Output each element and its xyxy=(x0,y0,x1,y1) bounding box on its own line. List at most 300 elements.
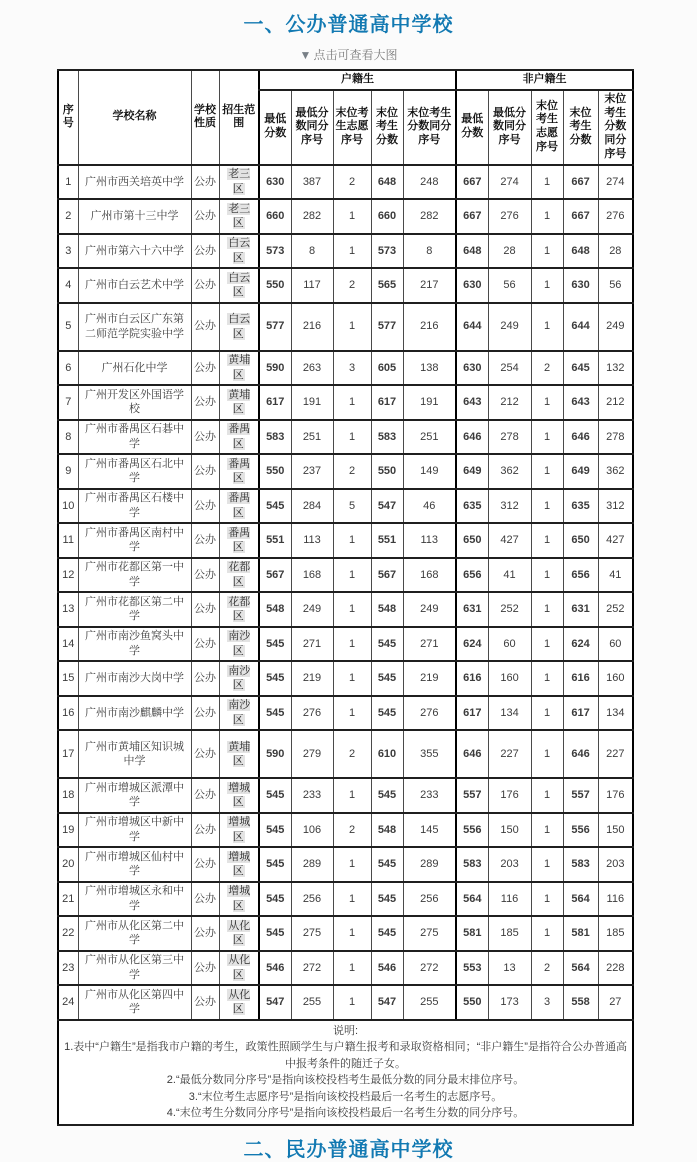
cell-res-min-tie-no: 113 xyxy=(291,523,333,558)
cell-no: 2 xyxy=(58,199,78,234)
cell-res-min-tie-no: 271 xyxy=(291,627,333,662)
cell-school-name: 广州市白云区广东第二师范学院实验中学 xyxy=(78,303,191,351)
cell-enroll-scope xyxy=(219,627,259,662)
cell-res-min-score: 550 xyxy=(259,454,291,489)
cell-res-last-tie-no: 216 xyxy=(403,303,456,351)
cell-enroll-scope xyxy=(219,351,259,386)
cell-non-last-pref-no: 1 xyxy=(531,696,563,731)
cell-school-name: 广州市花都区第一中学 xyxy=(78,558,191,593)
cell-res-last-tie-no: 355 xyxy=(403,730,456,778)
header-school-name: 学校名称 xyxy=(78,70,191,165)
view-large-label: 点击可查看大图 xyxy=(313,48,398,62)
cell-res-last-tie-no: 219 xyxy=(403,661,456,696)
cell-non-last-pref-no: 1 xyxy=(531,199,563,234)
cell-res-last-tie-no: 191 xyxy=(403,385,456,420)
cell-non-last-score: 564 xyxy=(563,882,598,917)
cell-non-last-tie-no: 274 xyxy=(598,165,633,200)
cell-school-name: 广州市南沙大岗中学 xyxy=(78,661,191,696)
cell-res-last-tie-no: 113 xyxy=(403,523,456,558)
cell-non-last-pref-no: 1 xyxy=(531,454,563,489)
cell-no: 23 xyxy=(58,951,78,986)
table-row xyxy=(58,696,633,731)
cell-res-last-pref-no: 1 xyxy=(333,661,371,696)
cell-res-last-tie-no: 248 xyxy=(403,165,456,200)
cell-res-min-tie-no: 233 xyxy=(291,778,333,813)
cell-non-last-score: 564 xyxy=(563,951,598,986)
cell-res-last-score: 617 xyxy=(371,385,403,420)
cell-non-last-pref-no: 1 xyxy=(531,627,563,662)
cell-non-min-tie-no: 134 xyxy=(488,696,531,731)
header-non-min-tie-no: 最低分数同分序号 xyxy=(488,90,531,165)
header-non-last-pref-no: 末位考生志愿序号 xyxy=(531,90,563,165)
cell-non-min-score: 556 xyxy=(456,813,488,848)
cell-no: 12 xyxy=(58,558,78,593)
cell-non-last-tie-no: 362 xyxy=(598,454,633,489)
cell-school-name: 广州市番禺区石北中学 xyxy=(78,454,191,489)
cell-non-last-tie-no: 203 xyxy=(598,847,633,882)
scope-highlight: 番禺区 xyxy=(228,457,251,485)
cell-res-last-tie-no: 168 xyxy=(403,558,456,593)
cell-non-min-score: 649 xyxy=(456,454,488,489)
triangle-down-icon: ▼ xyxy=(299,48,312,62)
cell-non-min-tie-no: 185 xyxy=(488,916,531,951)
cell-res-min-score: 550 xyxy=(259,268,291,303)
cell-res-last-tie-no: 8 xyxy=(403,234,456,269)
cell-non-min-tie-no: 212 xyxy=(488,385,531,420)
cell-non-min-tie-no: 56 xyxy=(488,268,531,303)
cell-school-name: 广州市增城区永和中学 xyxy=(78,882,191,917)
cell-non-min-tie-no: 427 xyxy=(488,523,531,558)
cell-res-last-score: 545 xyxy=(371,778,403,813)
cell-res-last-score: 548 xyxy=(371,813,403,848)
cell-school-type: 公办 xyxy=(191,385,219,420)
note-line: 2.“最低分数同分序号”是指向该校投档考生最低分数的同分最末排位序号。 xyxy=(166,1074,525,1086)
cell-school-type: 公办 xyxy=(191,916,219,951)
cell-res-min-score: 545 xyxy=(259,778,291,813)
cell-non-min-score: 650 xyxy=(456,523,488,558)
cell-res-min-tie-no: 168 xyxy=(291,558,333,593)
table-row xyxy=(58,813,633,848)
header-res-min-score: 最低分数 xyxy=(259,90,291,165)
view-large-link[interactable] xyxy=(0,46,697,63)
cell-res-min-tie-no: 275 xyxy=(291,916,333,951)
cell-no: 4 xyxy=(58,268,78,303)
cell-res-min-tie-no: 106 xyxy=(291,813,333,848)
cell-non-last-score: 630 xyxy=(563,268,598,303)
cell-res-last-score: 547 xyxy=(371,489,403,524)
cell-res-last-tie-no: 249 xyxy=(403,592,456,627)
cell-school-name: 广州开发区外国语学校 xyxy=(78,385,191,420)
page-title: 一、公办普通高中学校 xyxy=(243,14,454,36)
cell-enroll-scope xyxy=(219,951,259,986)
cell-res-last-pref-no: 3 xyxy=(333,351,371,386)
cell-res-last-tie-no: 138 xyxy=(403,351,456,386)
scope-highlight: 南沙区 xyxy=(228,630,251,657)
cell-enroll-scope xyxy=(219,592,259,627)
cell-non-last-pref-no: 1 xyxy=(531,234,563,269)
header-non-min-score: 最低分数 xyxy=(456,90,488,165)
cell-non-last-pref-no: 1 xyxy=(531,882,563,917)
cell-non-last-score: 667 xyxy=(563,165,598,200)
table-row xyxy=(58,558,633,593)
cell-res-min-tie-no: 191 xyxy=(291,385,333,420)
table-row xyxy=(58,985,633,1020)
header-res-min-tie-no: 最低分数同分序号 xyxy=(291,90,333,165)
cell-non-last-tie-no: 56 xyxy=(598,268,633,303)
cell-school-name: 广州市白云艺术中学 xyxy=(78,268,191,303)
cell-enroll-scope xyxy=(219,303,259,351)
scope-highlight: 黄埔区 xyxy=(228,388,251,416)
cell-school-type: 公办 xyxy=(191,351,219,386)
cell-non-min-tie-no: 252 xyxy=(488,592,531,627)
scope-highlight: 从化区 xyxy=(228,919,251,947)
cell-non-last-pref-no: 1 xyxy=(531,165,563,200)
cell-non-last-tie-no: 176 xyxy=(598,778,633,813)
scope-highlight: 增城区 xyxy=(228,885,251,912)
cell-non-last-tie-no: 276 xyxy=(598,199,633,234)
scope-highlight: 黄埔区 xyxy=(228,740,251,767)
cell-enroll-scope xyxy=(219,234,259,269)
cell-res-last-pref-no: 2 xyxy=(333,165,371,200)
scope-highlight: 南沙区 xyxy=(228,699,251,726)
cell-enroll-scope xyxy=(219,165,259,200)
cell-school-type: 公办 xyxy=(191,627,219,662)
table-row xyxy=(58,165,633,200)
cell-non-min-tie-no: 276 xyxy=(488,199,531,234)
cell-res-last-pref-no: 1 xyxy=(333,696,371,731)
cell-res-last-pref-no: 1 xyxy=(333,985,371,1020)
cell-non-last-tie-no: 134 xyxy=(598,696,633,731)
cell-res-min-tie-no: 276 xyxy=(291,696,333,731)
cell-non-last-tie-no: 249 xyxy=(598,303,633,351)
header-non-last-score: 末位考生分数 xyxy=(563,90,598,165)
cell-school-type: 公办 xyxy=(191,420,219,455)
cell-no: 22 xyxy=(58,916,78,951)
cell-res-last-tie-no: 289 xyxy=(403,847,456,882)
cell-res-last-score: 545 xyxy=(371,916,403,951)
scope-highlight: 花都区 xyxy=(228,561,251,588)
cell-res-min-score: 547 xyxy=(259,985,291,1020)
cell-non-last-score: 617 xyxy=(563,696,598,731)
cell-non-min-tie-no: 150 xyxy=(488,813,531,848)
cell-res-last-score: 577 xyxy=(371,303,403,351)
cell-enroll-scope xyxy=(219,847,259,882)
cell-non-min-tie-no: 28 xyxy=(488,234,531,269)
cell-school-name: 广州市黄埔区知识城中学 xyxy=(78,730,191,778)
header-res-last-pref-no: 末位考生志愿序号 xyxy=(333,90,371,165)
cell-non-last-tie-no: 41 xyxy=(598,558,633,593)
cell-no: 16 xyxy=(58,696,78,731)
cell-non-min-score: 644 xyxy=(456,303,488,351)
cell-res-min-score: 545 xyxy=(259,696,291,731)
cell-non-min-tie-no: 254 xyxy=(488,351,531,386)
cell-res-min-tie-no: 255 xyxy=(291,985,333,1020)
cell-enroll-scope xyxy=(219,882,259,917)
scope-highlight: 老三区 xyxy=(228,202,251,230)
cell-res-last-tie-no: 256 xyxy=(403,882,456,917)
cell-res-min-tie-no: 251 xyxy=(291,420,333,455)
cell-res-last-pref-no: 2 xyxy=(333,813,371,848)
cell-non-last-pref-no: 1 xyxy=(531,489,563,524)
cell-school-name: 广州市南沙鱼窝头中学 xyxy=(78,627,191,662)
table-row xyxy=(58,351,633,386)
cell-enroll-scope xyxy=(219,730,259,778)
score-table xyxy=(57,69,634,1126)
cell-non-last-tie-no: 227 xyxy=(598,730,633,778)
cell-res-last-pref-no: 2 xyxy=(333,268,371,303)
cell-non-min-tie-no: 227 xyxy=(488,730,531,778)
cell-non-last-tie-no: 228 xyxy=(598,951,633,986)
cell-non-last-score: 667 xyxy=(563,199,598,234)
cell-no: 6 xyxy=(58,351,78,386)
table-row xyxy=(58,385,633,420)
cell-non-last-score: 656 xyxy=(563,558,598,593)
cell-non-last-pref-no: 1 xyxy=(531,558,563,593)
cell-non-last-tie-no: 278 xyxy=(598,420,633,455)
scope-highlight: 白云区 xyxy=(228,237,251,264)
cell-non-min-score: 646 xyxy=(456,420,488,455)
cell-res-last-score: 545 xyxy=(371,627,403,662)
cell-res-min-score: 573 xyxy=(259,234,291,269)
cell-non-min-tie-no: 173 xyxy=(488,985,531,1020)
cell-non-min-score: 667 xyxy=(456,199,488,234)
cell-no: 24 xyxy=(58,985,78,1020)
notes-title: 说明: xyxy=(333,1024,359,1037)
cell-res-last-pref-no: 1 xyxy=(333,847,371,882)
cell-enroll-scope xyxy=(219,199,259,234)
cell-res-last-score: 545 xyxy=(371,882,403,917)
cell-enroll-scope xyxy=(219,916,259,951)
scope-highlight: 增城区 xyxy=(228,781,251,809)
cell-res-last-score: 605 xyxy=(371,351,403,386)
cell-school-type: 公办 xyxy=(191,985,219,1020)
cell-no: 19 xyxy=(58,813,78,848)
cell-res-min-score: 548 xyxy=(259,592,291,627)
cell-res-min-score: 545 xyxy=(259,847,291,882)
cell-res-last-pref-no: 2 xyxy=(333,454,371,489)
cell-non-min-tie-no: 160 xyxy=(488,661,531,696)
cell-non-last-tie-no: 132 xyxy=(598,351,633,386)
cell-no: 14 xyxy=(58,627,78,662)
cell-res-min-tie-no: 249 xyxy=(291,592,333,627)
cell-no: 8 xyxy=(58,420,78,455)
cell-no: 17 xyxy=(58,730,78,778)
cell-school-name: 广州市增城区仙村中学 xyxy=(78,847,191,882)
cell-school-type: 公办 xyxy=(191,661,219,696)
cell-enroll-scope xyxy=(219,420,259,455)
cell-school-name: 广州市增城区中新中学 xyxy=(78,813,191,848)
cell-non-min-score: 550 xyxy=(456,985,488,1020)
cell-non-last-pref-no: 1 xyxy=(531,385,563,420)
cell-non-last-score: 556 xyxy=(563,813,598,848)
cell-non-min-score: 557 xyxy=(456,778,488,813)
cell-enroll-scope xyxy=(219,696,259,731)
cell-school-type: 公办 xyxy=(191,696,219,731)
cell-res-min-score: 577 xyxy=(259,303,291,351)
cell-school-type: 公办 xyxy=(191,199,219,234)
scope-highlight: 白云区 xyxy=(228,313,251,340)
cell-non-last-pref-no: 2 xyxy=(531,951,563,986)
header-group-nonresident: 非户籍生 xyxy=(456,70,633,90)
cell-non-min-score: 631 xyxy=(456,592,488,627)
cell-non-last-pref-no: 1 xyxy=(531,268,563,303)
cell-school-type: 公办 xyxy=(191,592,219,627)
table-row xyxy=(58,303,633,351)
cell-non-last-pref-no: 1 xyxy=(531,778,563,813)
cell-res-min-tie-no: 117 xyxy=(291,268,333,303)
cell-non-last-score: 635 xyxy=(563,489,598,524)
cell-res-min-score: 545 xyxy=(259,882,291,917)
cell-school-type: 公办 xyxy=(191,813,219,848)
cell-non-last-score: 646 xyxy=(563,420,598,455)
cell-res-last-score: 660 xyxy=(371,199,403,234)
cell-res-min-tie-no: 219 xyxy=(291,661,333,696)
cell-non-min-tie-no: 362 xyxy=(488,454,531,489)
cell-non-last-score: 581 xyxy=(563,916,598,951)
cell-res-last-score: 548 xyxy=(371,592,403,627)
cell-non-min-score: 564 xyxy=(456,882,488,917)
cell-no: 5 xyxy=(58,303,78,351)
cell-non-min-score: 630 xyxy=(456,268,488,303)
cell-res-last-pref-no: 1 xyxy=(333,234,371,269)
table-row xyxy=(58,234,633,269)
cell-non-min-score: 656 xyxy=(456,558,488,593)
cell-no: 10 xyxy=(58,489,78,524)
cell-res-min-tie-no: 256 xyxy=(291,882,333,917)
cell-res-last-pref-no: 1 xyxy=(333,420,371,455)
cell-school-name: 广州市从化区第二中学 xyxy=(78,916,191,951)
cell-res-min-score: 590 xyxy=(259,351,291,386)
cell-non-min-tie-no: 41 xyxy=(488,558,531,593)
table-row xyxy=(58,199,633,234)
cell-non-last-tie-no: 116 xyxy=(598,882,633,917)
cell-res-last-pref-no: 1 xyxy=(333,303,371,351)
cell-non-last-tie-no: 27 xyxy=(598,985,633,1020)
cell-res-last-score: 545 xyxy=(371,661,403,696)
cell-res-last-score: 545 xyxy=(371,847,403,882)
cell-school-name: 广州市番禺区石楼中学 xyxy=(78,489,191,524)
cell-school-type: 公办 xyxy=(191,882,219,917)
cell-school-name: 广州市从化区第四中学 xyxy=(78,985,191,1020)
cell-non-last-pref-no: 3 xyxy=(531,985,563,1020)
cell-school-type: 公办 xyxy=(191,778,219,813)
cell-enroll-scope xyxy=(219,558,259,593)
cell-res-last-score: 545 xyxy=(371,696,403,731)
cell-res-min-tie-no: 216 xyxy=(291,303,333,351)
cell-no: 15 xyxy=(58,661,78,696)
cell-res-min-score: 583 xyxy=(259,420,291,455)
cell-no: 20 xyxy=(58,847,78,882)
cell-res-min-score: 567 xyxy=(259,558,291,593)
cell-non-last-pref-no: 1 xyxy=(531,916,563,951)
cell-non-last-tie-no: 252 xyxy=(598,592,633,627)
cell-res-last-tie-no: 145 xyxy=(403,813,456,848)
cell-non-min-score: 583 xyxy=(456,847,488,882)
cell-non-min-score: 646 xyxy=(456,730,488,778)
cell-res-last-score: 546 xyxy=(371,951,403,986)
cell-no: 9 xyxy=(58,454,78,489)
table-row xyxy=(58,523,633,558)
cell-non-last-tie-no: 312 xyxy=(598,489,633,524)
note-line: 4.“末位考生分数同分序号”是指向该校投档最后一名考生分数的同分序号。 xyxy=(166,1107,525,1119)
cell-non-min-score: 581 xyxy=(456,916,488,951)
cell-school-name: 广州市增城区派潭中学 xyxy=(78,778,191,813)
cell-no: 18 xyxy=(58,778,78,813)
cell-non-last-pref-no: 1 xyxy=(531,813,563,848)
cell-non-last-score: 624 xyxy=(563,627,598,662)
scope-highlight: 番禺区 xyxy=(228,492,251,519)
cell-no: 21 xyxy=(58,882,78,917)
cell-school-type: 公办 xyxy=(191,523,219,558)
cell-non-min-score: 630 xyxy=(456,351,488,386)
cell-non-last-pref-no: 1 xyxy=(531,523,563,558)
cell-res-last-pref-no: 1 xyxy=(333,951,371,986)
scope-highlight: 从化区 xyxy=(228,954,251,981)
cell-non-min-tie-no: 203 xyxy=(488,847,531,882)
cell-school-type: 公办 xyxy=(191,951,219,986)
cell-res-min-tie-no: 284 xyxy=(291,489,333,524)
table-row xyxy=(58,454,633,489)
cell-school-name: 广州石化中学 xyxy=(78,351,191,386)
scope-highlight: 白云区 xyxy=(228,271,251,299)
cell-non-last-score: 616 xyxy=(563,661,598,696)
cell-res-last-pref-no: 1 xyxy=(333,627,371,662)
note-line: 1.表中“户籍生”是指我市户籍的考生，政策性照顾学生与户籍生报考和录取资格相同；“非户籍生”是指符合公办普通高中报考条件的随迁子女。 xyxy=(64,1041,627,1070)
cell-school-type: 公办 xyxy=(191,303,219,351)
table-row xyxy=(58,268,633,303)
cell-non-min-tie-no: 312 xyxy=(488,489,531,524)
cell-non-last-tie-no: 160 xyxy=(598,661,633,696)
cell-res-last-tie-no: 149 xyxy=(403,454,456,489)
cell-non-min-tie-no: 176 xyxy=(488,778,531,813)
cell-non-last-pref-no: 1 xyxy=(531,592,563,627)
cell-school-type: 公办 xyxy=(191,165,219,200)
cell-school-name: 广州市南沙麒麟中学 xyxy=(78,696,191,731)
cell-res-min-tie-no: 272 xyxy=(291,951,333,986)
scope-highlight: 从化区 xyxy=(228,988,251,1016)
cell-school-type: 公办 xyxy=(191,454,219,489)
cell-enroll-scope xyxy=(219,661,259,696)
cell-school-name: 广州市西关培英中学 xyxy=(78,165,191,200)
cell-res-last-tie-no: 276 xyxy=(403,696,456,731)
cell-res-last-score: 573 xyxy=(371,234,403,269)
cell-school-name: 广州市第十三中学 xyxy=(78,199,191,234)
cell-res-last-tie-no: 282 xyxy=(403,199,456,234)
cell-non-min-score: 648 xyxy=(456,234,488,269)
cell-res-min-tie-no: 282 xyxy=(291,199,333,234)
cell-non-min-score: 616 xyxy=(456,661,488,696)
cell-non-min-score: 635 xyxy=(456,489,488,524)
cell-no: 13 xyxy=(58,592,78,627)
cell-res-min-tie-no: 279 xyxy=(291,730,333,778)
scope-highlight: 老三区 xyxy=(228,168,251,195)
cell-res-min-score: 660 xyxy=(259,199,291,234)
scope-highlight: 黄埔区 xyxy=(228,354,251,381)
scope-highlight: 花都区 xyxy=(228,595,251,623)
cell-school-type: 公办 xyxy=(191,268,219,303)
scope-highlight: 增城区 xyxy=(228,850,251,878)
cell-res-last-score: 551 xyxy=(371,523,403,558)
cell-res-last-tie-no: 275 xyxy=(403,916,456,951)
cell-no: 3 xyxy=(58,234,78,269)
cell-non-last-score: 649 xyxy=(563,454,598,489)
cell-res-last-tie-no: 217 xyxy=(403,268,456,303)
cell-res-min-score: 590 xyxy=(259,730,291,778)
cell-non-last-pref-no: 1 xyxy=(531,661,563,696)
cell-res-min-tie-no: 289 xyxy=(291,847,333,882)
cell-res-last-score: 550 xyxy=(371,454,403,489)
cell-non-min-tie-no: 13 xyxy=(488,951,531,986)
